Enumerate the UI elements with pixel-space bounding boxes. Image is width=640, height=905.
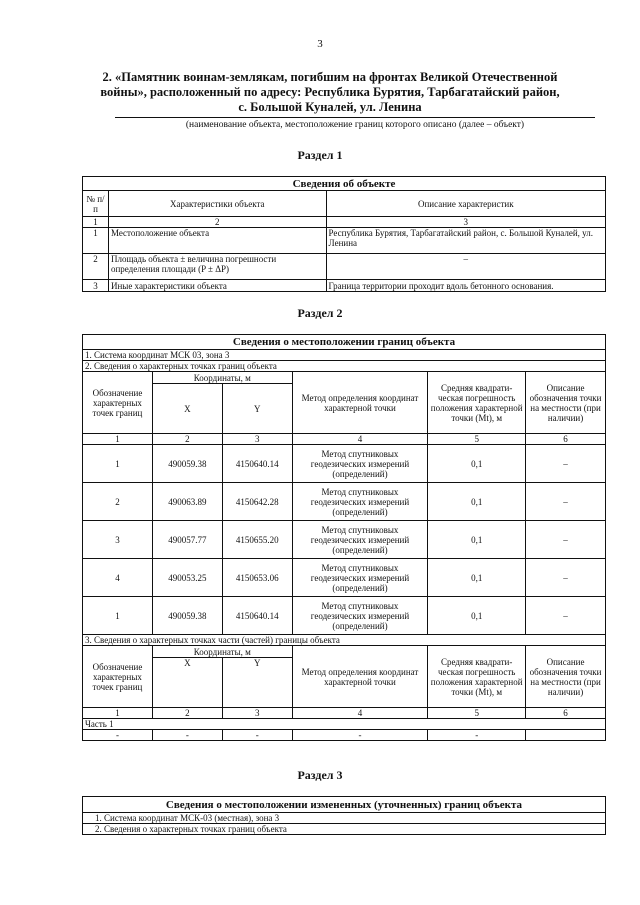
mt-value: 0,1 (428, 559, 526, 597)
mt-value: 0,1 (428, 483, 526, 521)
col-header: X (152, 384, 222, 434)
col-header: Обозначение характерных точек границ (83, 646, 153, 708)
table-row (83, 280, 606, 292)
title-line: 2. «Памятник воинам-землякам, погибшим на фронтах Великой Отечественной (102, 70, 558, 84)
table-row (83, 559, 606, 597)
cell: 1 (83, 228, 109, 254)
cell: Граница территории проходит вдоль бетонного основания. (326, 280, 605, 292)
coord-system-row: 1. Система координат МСК 03, зона 3 (83, 350, 606, 361)
page-number: 3 (317, 38, 323, 50)
point-description: – (526, 559, 606, 597)
col-number: 1 (83, 217, 109, 228)
coord-system-row: 1. Система координат МСК-03 (местная), зона 3 (83, 813, 606, 824)
col-number: 2 (108, 217, 326, 228)
y-coordinate: 4150653.06 (222, 559, 292, 597)
col-header: Y (222, 658, 292, 708)
points-title-row: 2. Сведения о характерных точках границ объекта (83, 824, 606, 835)
col-header: Описание обозначения точки на местности (при наличии) (526, 372, 606, 434)
cell: - (222, 730, 292, 741)
point-number: 1 (83, 597, 153, 635)
changed-boundaries-table (82, 796, 606, 835)
col-header: Средняя квадрати-ческая погрешность положения характерной точки (Mt), м (428, 646, 526, 708)
table-title: Сведения об объекте (83, 177, 606, 191)
method: Метод спутниковых геодезических измерений (определений) (292, 559, 428, 597)
document-title (70, 70, 590, 115)
cell: - (152, 730, 222, 741)
col-number: 5 (428, 434, 526, 445)
col-number: 5 (428, 708, 526, 719)
table-row (83, 521, 606, 559)
mt-value: 0,1 (428, 445, 526, 483)
y-coordinate: 4150640.14 (222, 445, 292, 483)
parts-title-row: 3. Сведения о характерных точках части (частей) границы объекта (83, 635, 606, 646)
cell: 2 (83, 254, 109, 280)
section1-heading: Раздел 1 (297, 148, 343, 162)
cell: - (292, 730, 428, 741)
mt-value: 0,1 (428, 521, 526, 559)
method: Метод спутниковых геодезических измерений (определений) (292, 483, 428, 521)
table-row (83, 483, 606, 521)
x-coordinate: 490063.89 (152, 483, 222, 521)
title-line: с. Большой Куналей, ул. Ленина (238, 100, 422, 114)
object-info-table (82, 176, 606, 292)
table-row (83, 228, 606, 254)
title-caption: (наименование объекта, местоположение границ которого описано (далее – объект) (185, 120, 525, 130)
col-number: 2 (152, 434, 222, 445)
col-number: 3 (222, 708, 292, 719)
point-number: 2 (83, 483, 153, 521)
col-header: Характеристики объекта (108, 191, 326, 217)
method: Метод спутниковых геодезических измерений (определений) (292, 521, 428, 559)
col-header: Описание характеристик (326, 191, 605, 217)
point-description: – (526, 521, 606, 559)
method: Метод спутниковых геодезических измерений (определений) (292, 597, 428, 635)
col-header: Координаты, м (152, 646, 292, 658)
col-header: Y (222, 384, 292, 434)
col-number: 3 (222, 434, 292, 445)
cell: - (428, 730, 526, 741)
col-number: 1 (83, 434, 153, 445)
col-number: 6 (526, 708, 606, 719)
col-header: Обозначение характерных точек границ (83, 372, 153, 434)
col-number: 6 (526, 434, 606, 445)
col-number: 4 (292, 708, 428, 719)
x-coordinate: 490057.77 (152, 521, 222, 559)
x-coordinate: 490053.25 (152, 559, 222, 597)
method: Метод спутниковых геодезических измерений (определений) (292, 445, 428, 483)
point-description: – (526, 445, 606, 483)
cell: – (326, 254, 605, 280)
points-title-row: 2. Сведения о характерных точках границ объекта (83, 361, 606, 372)
col-header: № п/п (83, 191, 109, 217)
section2-heading: Раздел 2 (297, 306, 343, 320)
section3-heading: Раздел 3 (297, 768, 343, 782)
table-row (83, 254, 606, 280)
col-number: 4 (292, 434, 428, 445)
col-number: 2 (152, 708, 222, 719)
point-number: 1 (83, 445, 153, 483)
cell: 3 (83, 280, 109, 292)
col-header: Метод определения координат характерной точки (292, 646, 428, 708)
col-number: 1 (83, 708, 153, 719)
table-title: Сведения о местоположении границ объекта (83, 335, 606, 350)
table-title: Сведения о местоположении измененных (уточненных) границ объекта (83, 797, 606, 813)
x-coordinate: 490059.38 (152, 445, 222, 483)
cell: Площадь объекта ± величина погрешности определения площади (P ± ΔP) (108, 254, 326, 280)
title-line: войны», расположенный по адресу: Республика Бурятия, Тарбагатайский район, (100, 85, 560, 99)
y-coordinate: 4150640.14 (222, 597, 292, 635)
x-coordinate: 490059.38 (152, 597, 222, 635)
col-number: 3 (326, 217, 605, 228)
table-row (83, 730, 606, 741)
cell (526, 730, 606, 741)
y-coordinate: 4150642.28 (222, 483, 292, 521)
title-underline (115, 117, 595, 118)
part-label-row: Часть 1 (83, 719, 606, 730)
point-description: – (526, 483, 606, 521)
cell: - (83, 730, 153, 741)
table-row (83, 597, 606, 635)
cell: Местоположение объекта (108, 228, 326, 254)
col-header: Описание обозначения точки на местности (при наличии) (526, 646, 606, 708)
col-header: Средняя квадрати-ческая погрешность положения характерной точки (Mt), м (428, 372, 526, 434)
col-header: Координаты, м (152, 372, 292, 384)
point-description: – (526, 597, 606, 635)
table-row (83, 445, 606, 483)
col-header: Метод определения координат характерной точки (292, 372, 428, 434)
cell: Иные характеристики объекта (108, 280, 326, 292)
mt-value: 0,1 (428, 597, 526, 635)
point-number: 3 (83, 521, 153, 559)
col-header: X (152, 658, 222, 708)
cell: Республика Бурятия, Тарбагатайский район, с. Большой Куналей, ул. Ленина (326, 228, 605, 254)
boundaries-table (82, 334, 606, 741)
y-coordinate: 4150655.20 (222, 521, 292, 559)
point-number: 4 (83, 559, 153, 597)
